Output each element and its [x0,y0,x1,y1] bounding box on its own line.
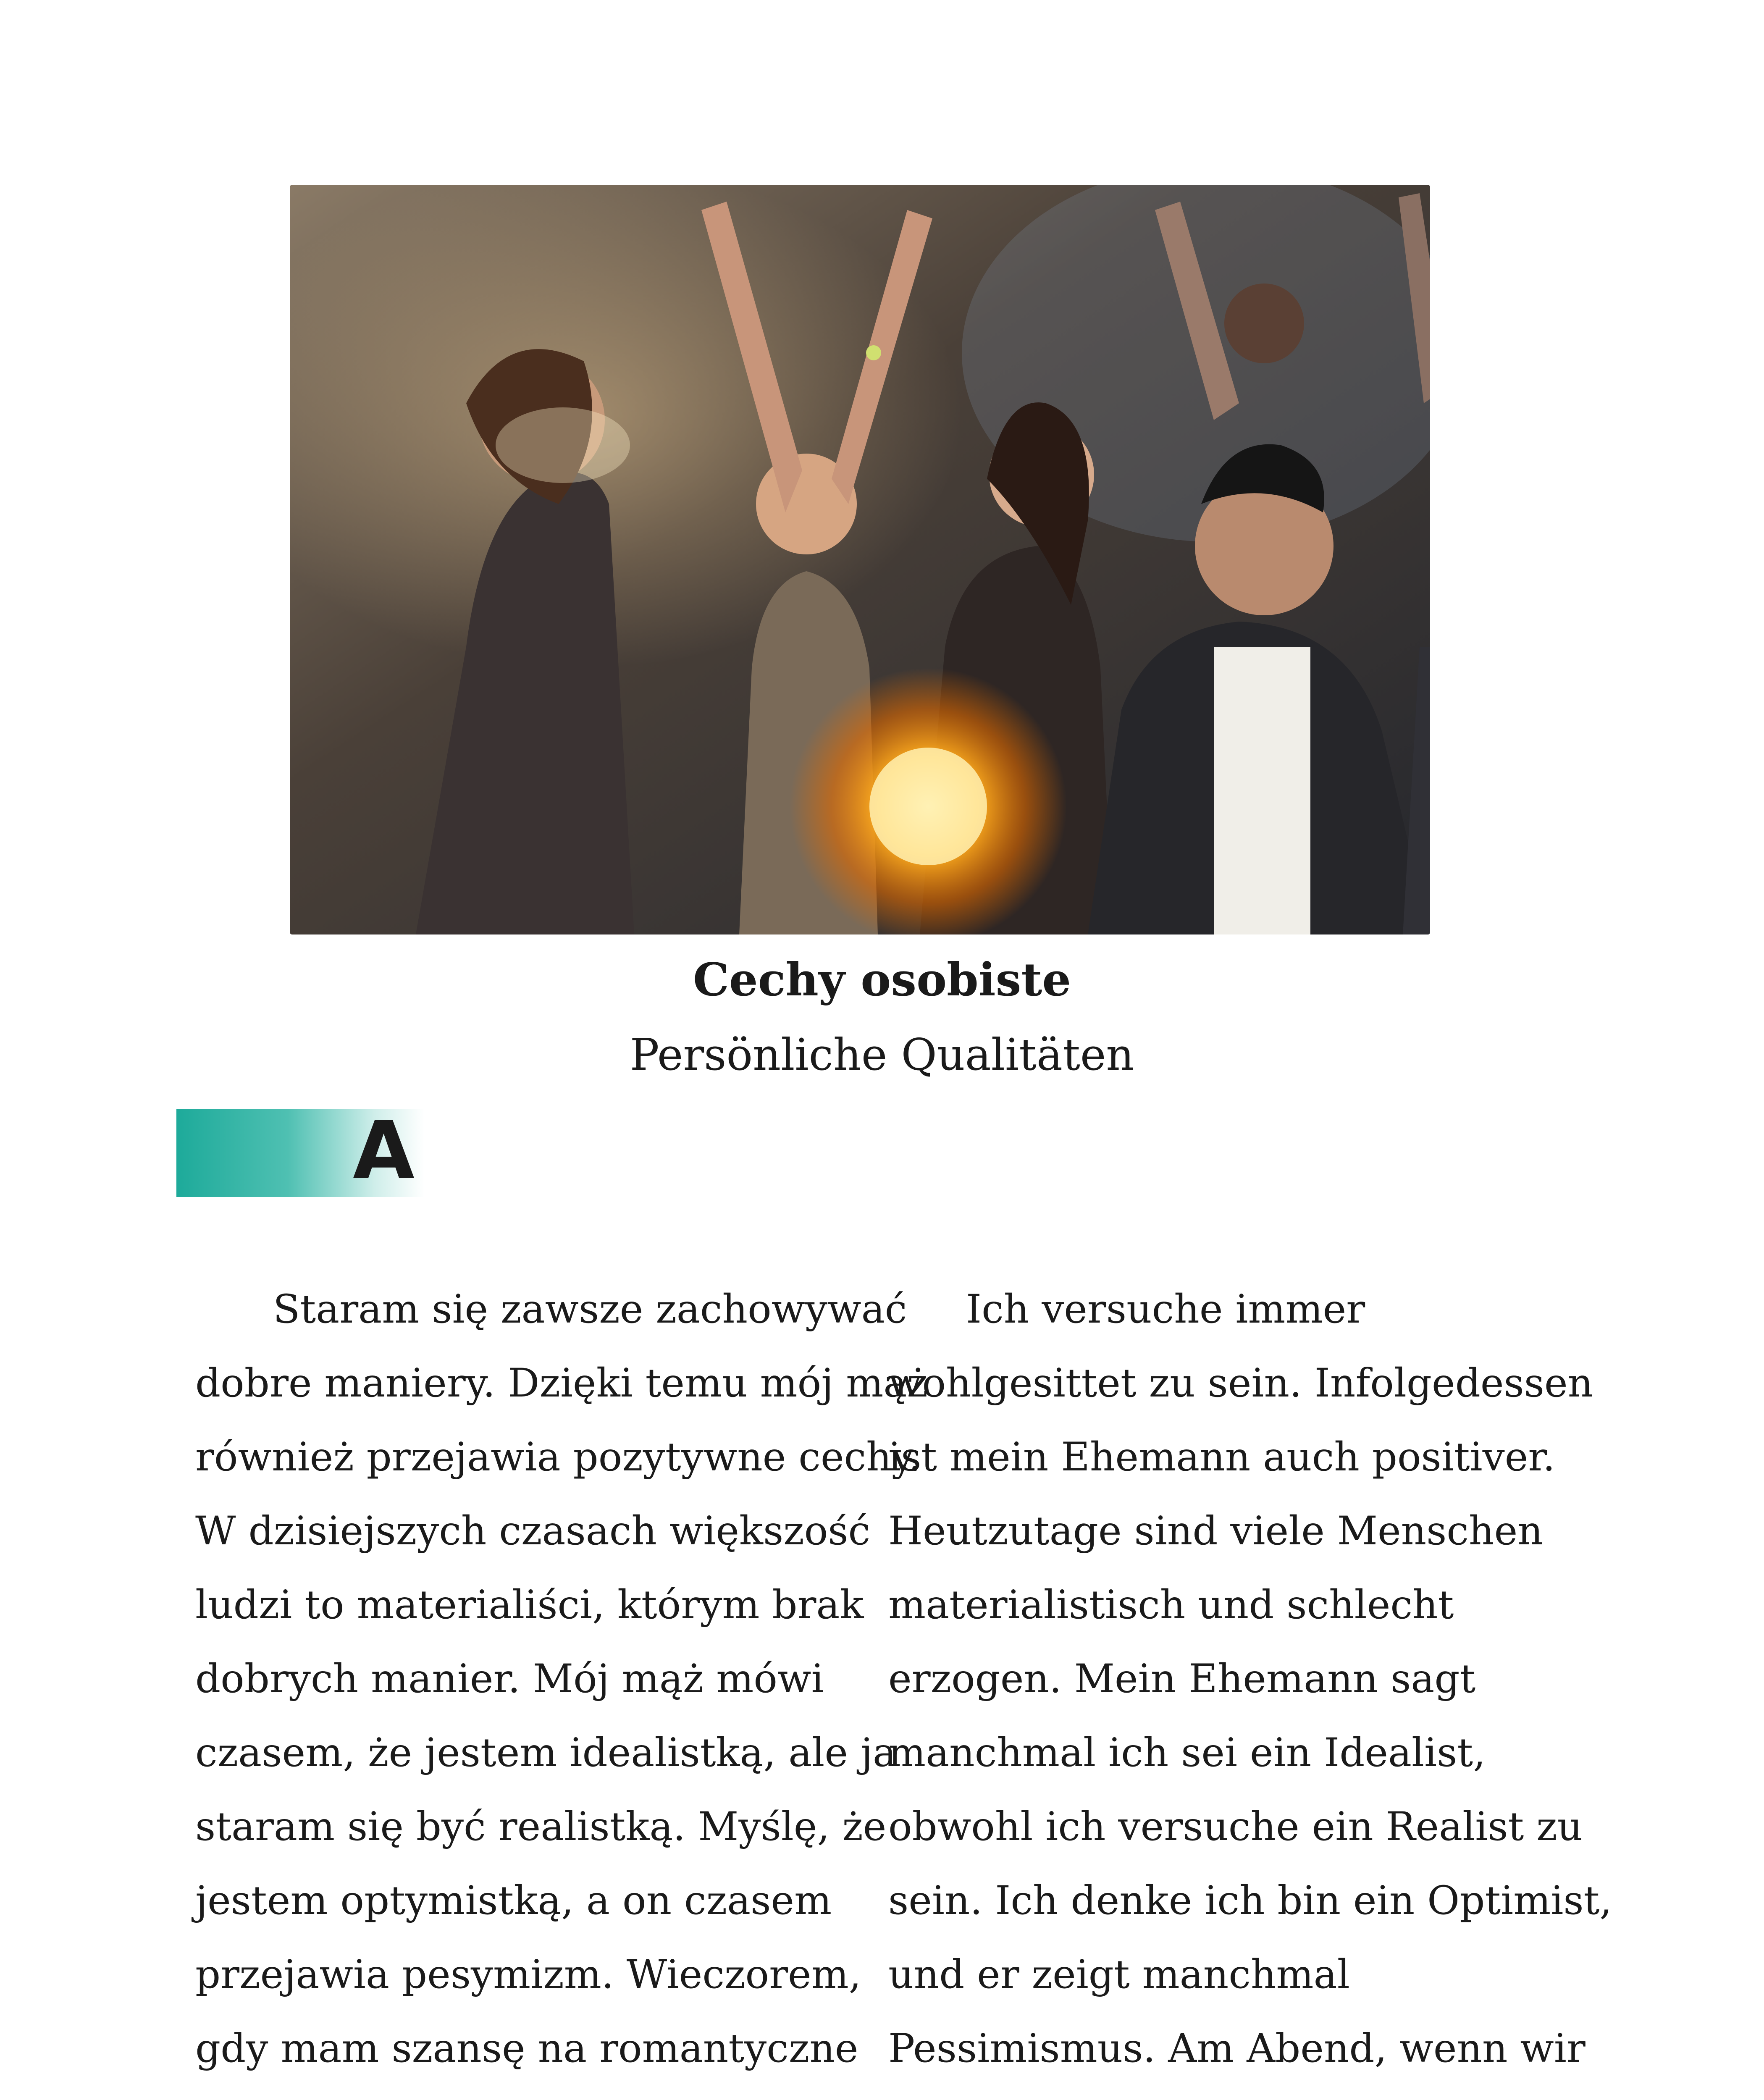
page-title: Cechy osobiste [693,953,1071,1006]
german-line: materialistisch und schlecht [888,1582,1454,1628]
german-line: obwohl ich versuche ein Realist zu [888,1804,1583,1850]
polish-line: staram się być realistką. Myślę, że [195,1804,887,1850]
german-line: Ich versuche immer [966,1286,1365,1332]
polish-line: ludzi to materialiści, którym brak [195,1582,864,1628]
polish-line [195,2086,867,2100]
german-line: wohlgesittet zu sein. Infolgedessen [888,1360,1593,1406]
party-crowd-photo [290,185,1430,934]
polish-line: również przejawia pozytywne cechy. [195,1434,921,1480]
german-line: Heutzutage sind viele Menschen [888,1508,1543,1554]
polish-line: jestem optymistką, a on czasem [195,1878,832,1924]
german-line: erzogen. Mein Ehemann sagt [888,1656,1476,1702]
polish-line: Staram się zawsze zachowywać [273,1286,907,1332]
german-line: sein. Ich denke ich bin ein Optimist, [888,1878,1612,1924]
german-text-column [888,1273,1612,2100]
polish-line: czasem, że jestem idealistką, ale ja [195,1730,897,1776]
german-line: und er zeigt manchmal [888,1952,1350,1998]
polish-line: przejawia pesymizm. Wieczorem, [195,1952,861,1998]
polish-text-column [195,1273,928,2100]
polish-line: W dzisiejszych czasach większość [195,1508,871,1554]
polish-line: gdy mam szansę na romantyczne [195,2026,858,2071]
german-line: manchmal ich sei ein Idealist, [888,1730,1486,1776]
polish-line: dobre maniery. Dzięki temu mój mąż [195,1360,928,1406]
german-line: ist mein Ehemann auch positiver. [888,1434,1555,1480]
german-line: Pessimismus. Am Abend, wenn wir [888,2026,1586,2071]
polish-line: dobrych manier. Mój mąż mówi [195,1656,824,1702]
german-line [888,2086,1581,2100]
page-subtitle: Persönliche Qualitäten [630,1029,1134,1080]
section-letter: A [353,1104,415,1197]
